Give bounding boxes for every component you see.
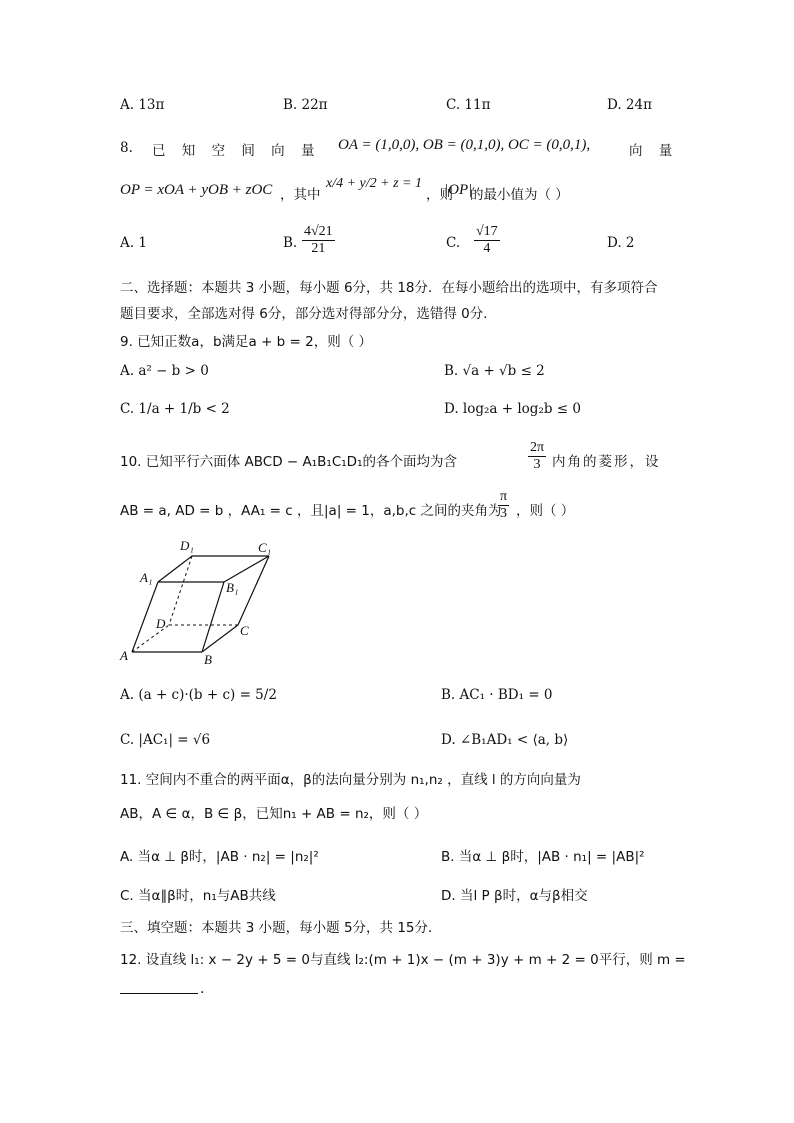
q8-line2-cond: x/4 + y/2 + z = 1 <box>326 176 422 191</box>
label-a: A <box>120 648 128 663</box>
q10-line2-tail: ，则（ ） <box>516 503 575 519</box>
label-d: D <box>156 616 166 631</box>
q9-option-a: A. a² − b > 0 <box>120 363 209 379</box>
q8-line2-text-a: ，其中 <box>280 187 321 203</box>
q10-frac1-num: 2π <box>530 440 545 455</box>
q7-option-a: A. 13π <box>120 97 165 113</box>
q10-line1: 10. 已知平行六面体 ABCD − A₁B₁C₁D₁的各个面均为含 <box>120 454 457 470</box>
edge-bb1 <box>202 582 224 652</box>
q10-option-d: D. ∠B₁AD₁ < ⟨a, b⟩ <box>441 732 569 748</box>
q8-optb-num: 4√21 <box>304 224 333 239</box>
q8-line1-tail: 向 量 <box>629 143 679 159</box>
q8-option-a: A. 1 <box>120 235 147 251</box>
q8-line2-math: OP = xOA + yOB + zOC <box>120 182 273 198</box>
q10-line2-fraction <box>498 489 509 522</box>
label-b: B <box>204 652 212 667</box>
q10-option-a: A. (a + c)·(b + c) = 5/2 <box>120 687 277 703</box>
q8-line1-math: OA = (1,0,0), OB = (0,1,0), OC = (0,0,1), <box>338 137 591 153</box>
q12-line1: 12. 设直线 l₁: x − 2y + 5 = 0与直线 l₂:(m + 1)x − (m + 3)y + m + 2 = 0平行，则 m = <box>120 952 686 968</box>
q10-option-b: B. AC₁ · BD₁ = 0 <box>441 687 553 703</box>
q11-option-c: C. 当α∥β时，n₁与AB共线 <box>120 888 276 904</box>
edge-bc <box>202 625 238 652</box>
q9-option-c: C. 1/a + 1/b < 2 <box>120 401 230 417</box>
q8-line1-text: 已 知 空 间 向 量 <box>152 143 321 159</box>
q11-option-a: A. 当α ⊥ β时，|AB · n₂| = |n₂|² <box>120 849 319 865</box>
q8-option-b-fraction <box>302 224 335 257</box>
q8-option-c-label: C. <box>446 235 461 251</box>
label-d1: D₁ <box>180 538 194 553</box>
q10-frac1-den: 3 <box>533 457 541 472</box>
q8-number: 8. <box>120 140 133 156</box>
q8-option-d: D. 2 <box>607 235 635 251</box>
q11-line1: 11. 空间内不重合的两平面α，β的法向量分别为 n₁,n₂ ，直线 l 的方向向量为 <box>120 772 581 788</box>
q11-option-d: D. 当l P β时，α与β相交 <box>441 888 588 904</box>
q7-option-d: D. 24π <box>607 97 652 113</box>
q11-option-b: B. 当α ⊥ β时，|AB · n₁| = |AB|² <box>441 849 645 865</box>
edge-b1c1 <box>224 556 269 582</box>
q8-line2-abs: |OP| <box>444 182 473 198</box>
q10-option-c: C. |AC₁| = √6 <box>120 732 211 748</box>
q8-optb-den: 21 <box>311 241 326 256</box>
q8-option-c-fraction <box>474 224 500 257</box>
edge-a1d1 <box>158 556 192 582</box>
section3-line1: 三、填空题：本题共 3 小题，每小题 5分，共 15分． <box>120 920 442 936</box>
q10-line1-tail: 内角的菱形，设 <box>552 454 661 470</box>
label-c: C <box>240 623 249 638</box>
section2-line2: 题目要求，全部选对得 6分，部分选对得部分分，选错得 0分． <box>120 306 497 322</box>
q7-option-b: B. 22π <box>283 97 328 113</box>
q10-line1-fraction <box>528 440 546 473</box>
q9-stem: 9. 已知正数a，b满足a + b = 2，则（ ） <box>120 334 373 350</box>
q12-blank-end: . <box>200 981 205 997</box>
q10-line2: AB = a, AD = b ，AA₁ = c ，且|a| = 1，a,b,c 之间的夹角为 <box>120 503 502 519</box>
section2-line1: 二、选择题：本题共 3 小题，每小题 6分，共 18分．在每小题给出的选项中，有多项符合 <box>120 280 658 296</box>
edge-aa1 <box>132 582 158 652</box>
q8-line2-text-b: ，则 <box>426 187 453 203</box>
q12-answer-blank[interactable] <box>120 993 198 994</box>
label-a1: A₁ <box>140 570 153 585</box>
label-b1: B₁ <box>226 580 239 595</box>
q8-optc-den: 4 <box>483 241 491 256</box>
parallelepiped-figure <box>112 530 282 670</box>
q11-line2: AB，A ∈ α，B ∈ β，已知n₁ + AB = n₂，则（ ） <box>120 806 428 822</box>
q9-option-d: D. log₂a + log₂b ≤ 0 <box>444 401 581 417</box>
edge-cc1 <box>238 556 269 625</box>
q8-line2-text-c: 的最小值为（ ） <box>470 187 569 203</box>
q9-option-b: B. √a + √b ≤ 2 <box>444 363 545 379</box>
q10-frac2-num: π <box>500 489 508 504</box>
label-c1: C₁ <box>258 540 272 555</box>
q8-optc-num: √17 <box>476 224 498 239</box>
q7-option-c: C. 11π <box>446 97 491 113</box>
edge-dd1-hidden <box>169 556 192 625</box>
q10-frac2-den: 3 <box>500 506 508 521</box>
q8-option-b-label: B. <box>283 235 298 251</box>
